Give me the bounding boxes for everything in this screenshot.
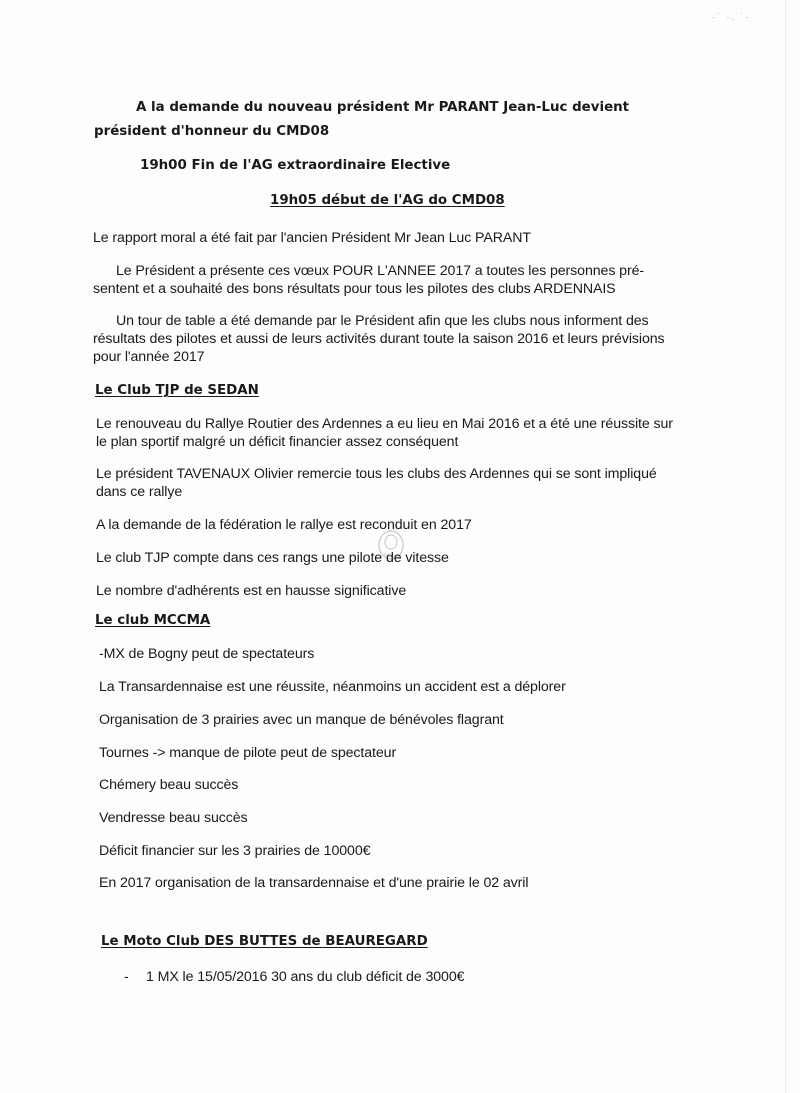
club-mccma-heading: Le club MCCMA bbox=[95, 613, 211, 628]
club-mccma-item: Vendresse beau succès bbox=[99, 810, 248, 826]
club-tjp-heading: Le Club TJP de SEDAN bbox=[95, 383, 259, 398]
club-tjp-president-line-1: Le président TAVENAUX Olivier remercie tous les clubs des Ardennes qui se sont impliqué bbox=[96, 466, 657, 482]
club-tjp-pilot: Le club TJP compte dans ces rangs une pilote de vitesse bbox=[96, 550, 449, 566]
club-mccma-item: Déficit financier sur les 3 prairies de 10000€ bbox=[99, 843, 371, 859]
tour-paragraph-line-2: résultats des pilotes et aussi de leurs activités durant toute la saison 2016 et leurs prévisions bbox=[93, 331, 665, 347]
club-mccma-item: -MX de Bogny peut de spectateurs bbox=[99, 646, 315, 662]
club-tjp-members: Le nombre d'adhérents est en hausse significative bbox=[96, 583, 407, 599]
club-mccma-item: Chémery beau succès bbox=[99, 777, 239, 793]
club-mccma-item: En 2017 organisation de la transardennaise et d'une prairie le 02 avril bbox=[99, 875, 529, 891]
ag-start-heading: 19h05 début de l'AG do CMD08 bbox=[270, 193, 505, 208]
intro-line-1: A la demande du nouveau président Mr PARANT Jean-Luc devient bbox=[136, 100, 630, 115]
scan-artifact: ·˙ ·. ˙· bbox=[712, 12, 751, 22]
moral-report-paragraph: Le rapport moral a été fait par l'ancien Président Mr Jean Luc PARANT bbox=[93, 230, 531, 246]
club-tjp-federation: A la demande de la fédération le rallye est reconduit en 2017 bbox=[96, 517, 472, 533]
club-mccma-item: Tournes -> manque de pilote peut de spectateur bbox=[99, 745, 397, 761]
club-tjp-president-line-2: dans ce rallye bbox=[96, 484, 183, 500]
tour-paragraph-line-3: pour l'année 2017 bbox=[93, 349, 205, 365]
club-mccma-item: La Transardennaise est une réussite, néanmoins un accident est a déplorer bbox=[99, 679, 566, 695]
page-edge-shadow bbox=[785, 0, 786, 1093]
club-buttes-item: 1 MX le 15/05/2016 30 ans du club déficit de 3000€ bbox=[146, 969, 465, 985]
club-buttes-heading: Le Moto Club DES BUTTES de BEAUREGARD bbox=[101, 934, 428, 949]
list-bullet-dash: - bbox=[124, 968, 129, 984]
tour-paragraph-line-1: Un tour de table a été demande par le Président afin que les clubs nous informent des bbox=[116, 313, 649, 329]
wishes-paragraph-line-1: Le Président a présente ces vœux POUR L'ANNEE 2017 a toutes les personnes pré- bbox=[116, 263, 645, 279]
club-mccma-item: Organisation de 3 prairies avec un manque de bénévoles flagrant bbox=[99, 712, 504, 728]
club-tjp-rally-line-2: le plan sportif malgré un déficit financier assez conséquent bbox=[96, 434, 459, 450]
wishes-paragraph-line-2: sentent et a souhaité des bons résultats pour tous les pilotes des clubs ARDENNAIS bbox=[93, 281, 616, 297]
club-tjp-rally-line-1: Le renouveau du Rallye Routier des Ardennes a eu lieu en Mai 2016 et a été une réussite sur bbox=[96, 416, 673, 432]
end-extraordinary-ag: 19h00 Fin de l'AG extraordinaire Elective bbox=[140, 158, 451, 173]
intro-line-2: président d'honneur du CMD08 bbox=[94, 124, 330, 139]
